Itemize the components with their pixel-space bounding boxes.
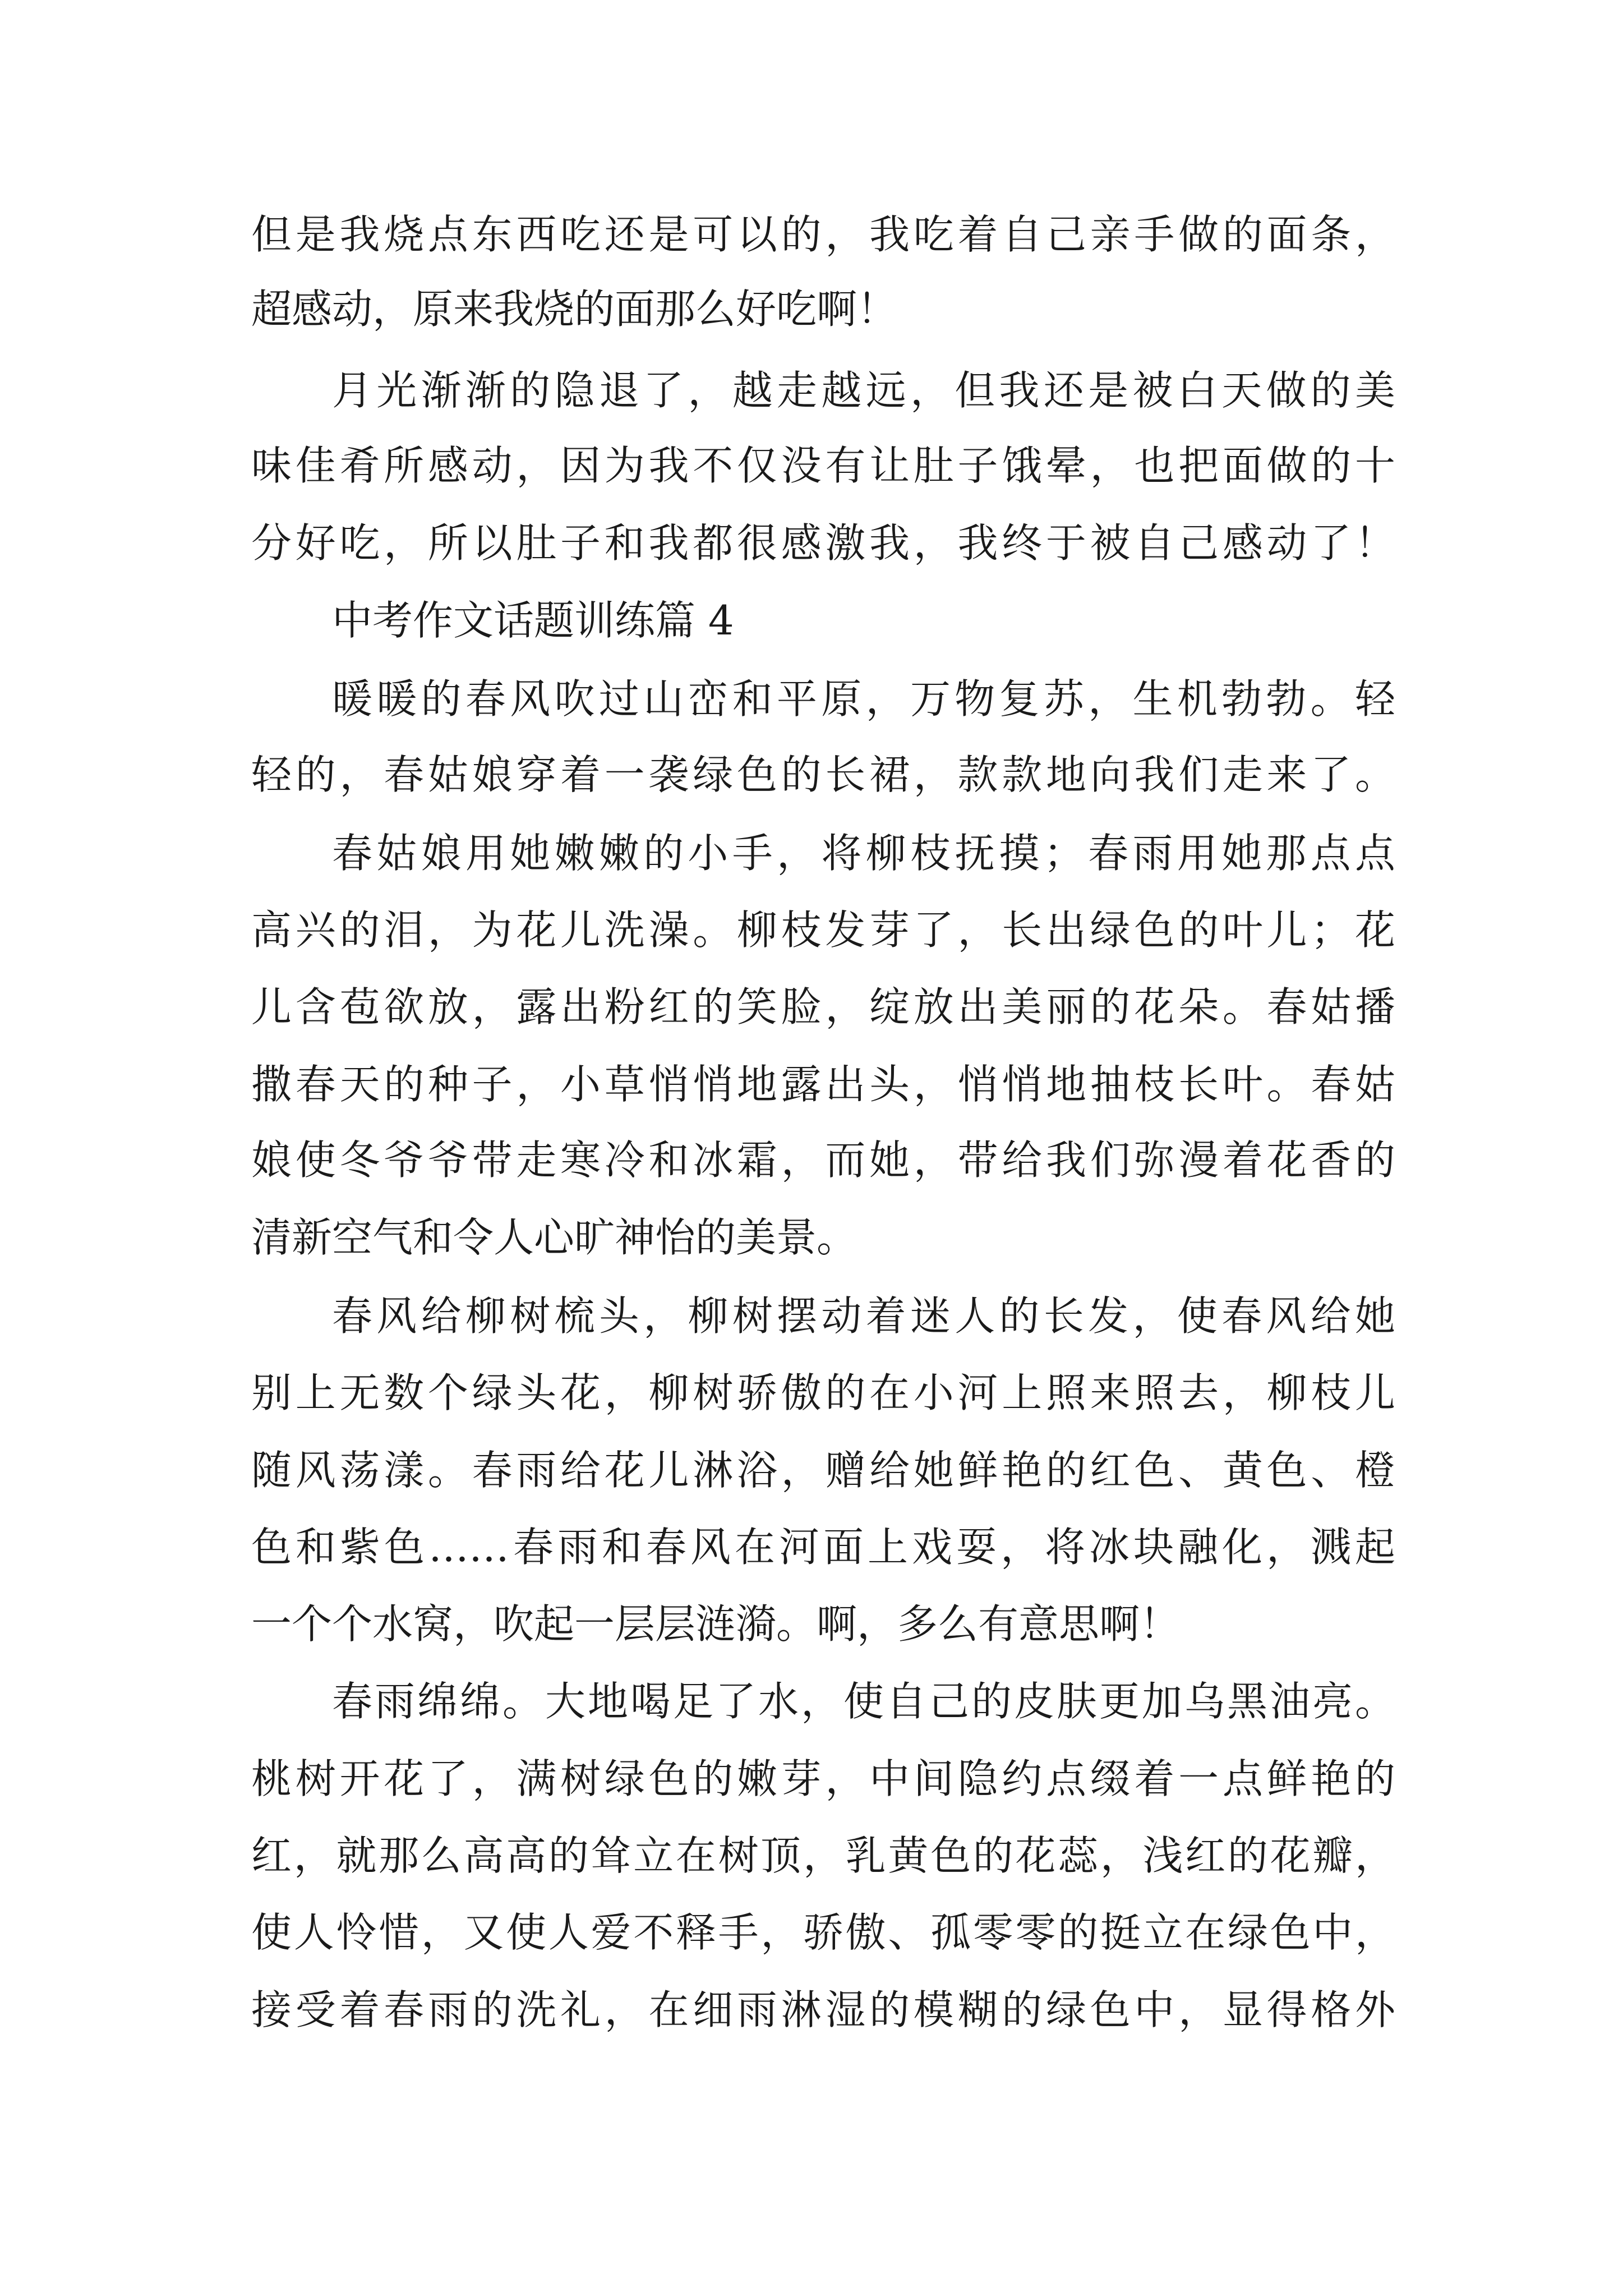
text-line: 红，就那么高高的耸立在树顶，乳黄色的花蕊，浅红的花瓣， — [251, 1832, 1395, 1879]
text-line: 桃树开花了，满树绿色的嫩芽，中间隐约点缀着一点鲜艳的 — [251, 1755, 1395, 1802]
text-line: 超感动，原来我烧的面那么好吃啊！ — [251, 286, 898, 333]
text-line: 随风荡漾。春雨给花儿淋浴，赠给她鲜艳的红色、黄色、橙 — [251, 1447, 1395, 1494]
text-line: 高兴的泪，为花儿洗澡。柳枝发芽了，长出绿色的叶儿；花 — [251, 907, 1395, 954]
text-line: 暖暖的春风吹过山峦和平原，万物复苏，生机勃勃。轻 — [332, 675, 1395, 723]
text-line: 娘使冬爷爷带走寒冷和冰霜，而她，带给我们弥漫着花香的 — [251, 1137, 1395, 1184]
text-line: 轻的，春姑娘穿着一袭绿色的长裙，款款地向我们走来了。 — [251, 751, 1395, 798]
section-heading: 中考作文话题训练篇 4 — [332, 597, 734, 644]
text-line: 使人怜惜，又使人爱不释手，骄傲、孤零零的挺立在绿色中， — [251, 1909, 1395, 1956]
text-line: 春雨绵绵。大地喝足了水，使自己的皮肤更加乌黑油亮。 — [332, 1678, 1395, 1725]
text-line: 别上无数个绿头花，柳树骄傲的在小河上照来照去，柳枝儿 — [251, 1369, 1395, 1416]
text-line: 撒春天的种子，小草悄悄地露出头，悄悄地抽枝长叶。春姑 — [251, 1061, 1395, 1108]
text-line: 一个个水窝，吹起一层层涟漪。啊，多么有意思啊！ — [251, 1600, 1181, 1648]
text-line: 清新空气和令人心旷神怡的美景。 — [251, 1214, 857, 1261]
text-line: 接受着春雨的洗礼，在细雨淋湿的模糊的绿色中，显得格外 — [251, 1986, 1395, 2033]
text-line: 味佳肴所感动，因为我不仅没有让肚子饿晕，也把面做的十 — [251, 442, 1395, 489]
text-line: 分好吃，所以肚子和我都很感激我，我终于被自己感动了！ — [251, 519, 1395, 567]
text-line: 儿含苞欲放，露出粉红的笑脸，绽放出美丽的花朵。春姑播 — [251, 983, 1395, 1030]
text-line: 色和紫色……春雨和春风在河面上戏耍，将冰块融化，溅起 — [251, 1524, 1395, 1571]
text-line: 春风给柳树梳头，柳树摆动着迷人的长发，使春风给她 — [332, 1292, 1395, 1340]
text-line: 但是我烧点东西吃还是可以的，我吃着自己亲手做的面条， — [251, 211, 1395, 258]
text-line: 月光渐渐的隐退了，越走越远，但我还是被白天做的美 — [332, 367, 1395, 414]
text-line: 春姑娘用她嫩嫩的小手，将柳枝抚摸；春雨用她那点点 — [332, 830, 1395, 877]
